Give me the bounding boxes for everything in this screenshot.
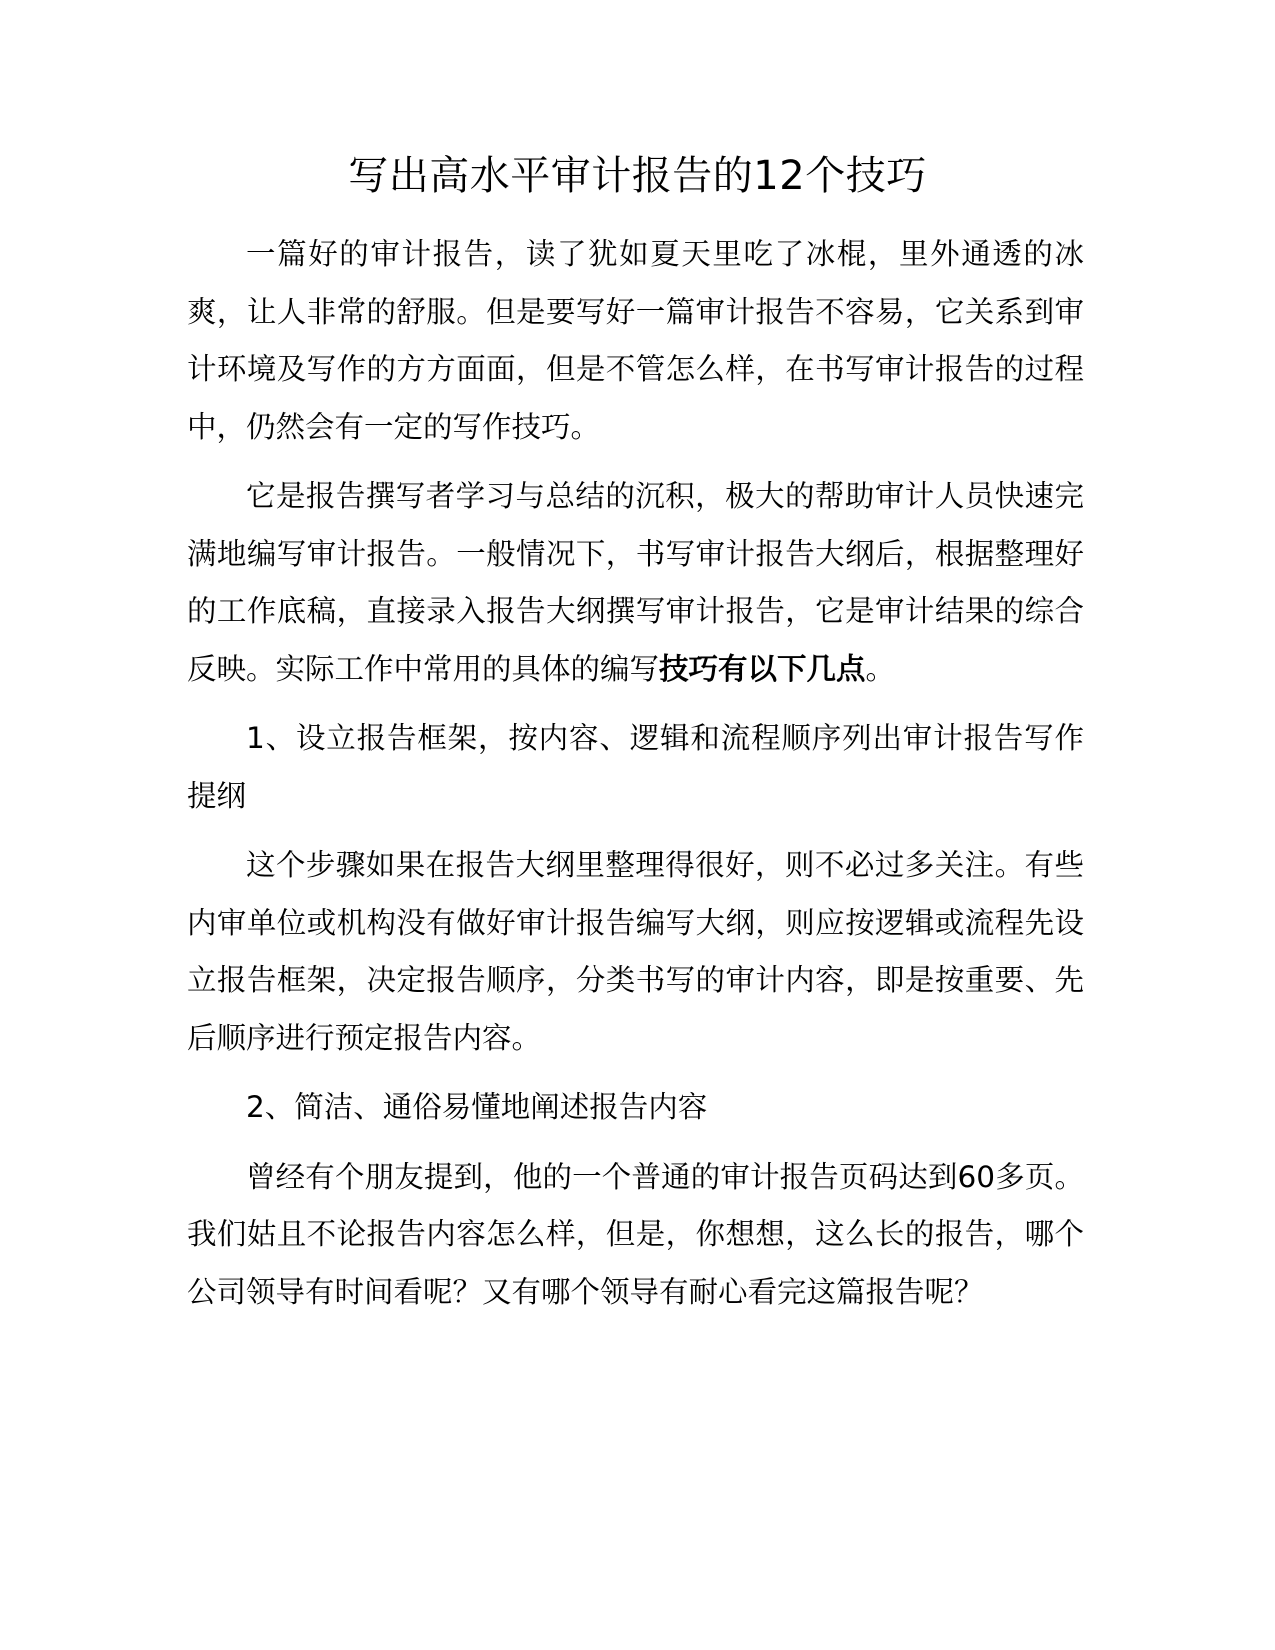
- paragraph-overview: [187, 468, 1084, 698]
- paragraph-overview-text: 它是报告撰写者学习与总结的沉积，极大的帮助审计人员快速完满地编写审计报告。一般情况下，书写审计报告大纲后，根据整理好的工作底稿，直接录入报告大纲撰写审计报告，它是审计结果的综合反映。实际工作中常用的具体的编写: [187, 479, 1084, 686]
- section-heading-1: 1、设立报告框架，按内容、逻辑和流程顺序列出审计报告写作提纲: [187, 721, 1084, 813]
- document-title: 写出高水平审计报告的12个技巧: [348, 153, 927, 199]
- paragraph-overview-bold-tail: 技巧有以下几点: [659, 651, 866, 686]
- paragraph-section-1: 这个步骤如果在报告大纲里整理得很好，则不必过多关注。有些内审单位或机构没有做好审计报告编写大纲，则应按逻辑或流程先设立报告框架，决定报告顺序，分类书写的审计内容，即是按重要、先后顺序进行预定报告内容。: [187, 848, 1084, 1055]
- section-heading-2: 2、简洁、通俗易懂地阐述报告内容: [246, 1090, 708, 1124]
- paragraph-overview-end-punct: 。: [865, 651, 896, 686]
- paragraph-intro: 一篇好的审计报告，读了犹如夏天里吃了冰棍，里外通透的冰爽，让人非常的舒服。但是要写好一篇审计报告不容易，它关系到审计环境及写作的方方面面，但是不管怎么样，在书写审计报告的过程中，仍然会有一定的写作技巧。: [187, 237, 1084, 444]
- paragraph-section-2: 曾经有个朋友提到，他的一个普通的审计报告页码达到60多页。我们姑且不论报告内容怎么样，但是，你想想，这么长的报告，哪个公司领导有时间看呢？又有哪个领导有耐心看完这篇报告呢？: [187, 1159, 1084, 1309]
- document-body: [187, 226, 1084, 1333]
